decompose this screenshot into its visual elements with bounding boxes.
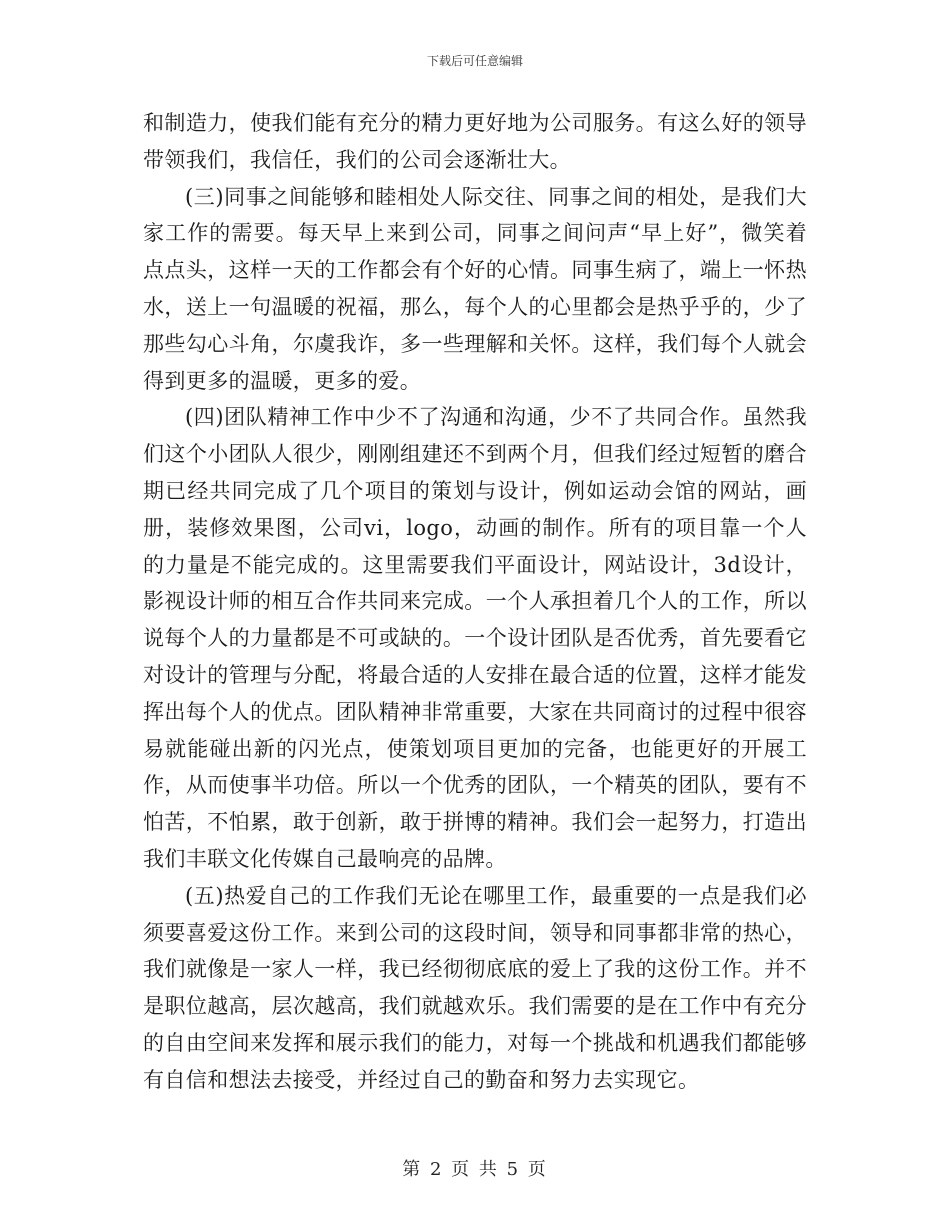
document-body <box>143 105 807 1099</box>
paragraph-love-work: (五)热爱自己的工作我们无论在哪里工作，最重要的一点是我们必须要喜爱这份工作。来到公司的这段时间，领导和同事都非常的热心，我们就像是一家人一样，我已经彻彻底底的爱上了我的这份工作。并不是职位越高，层次越高，我们就越欢乐。我们需要的是在工作中有充分的自由空间来发挥和展示我们的能力，对每一个挑战和机遇我们都能够有自信和想法去接受，并经过自己的勤奋和努力去实现它。 <box>143 883 807 1092</box>
page-header: 下载后可任意编辑 <box>426 54 523 68</box>
paragraph-continued: 和制造力，使我们能有充分的精力更好地为公司服务。有这么好的领导带领我们，我信任，我们的公司会逐渐壮大。 <box>143 111 807 172</box>
paragraph-team-spirit: (四)团队精神工作中少不了沟通和沟通，少不了共同合作。虽然我们这个小团队人很少，刚刚组建还不到两个月，但我们经过短暂的磨合期已经共同完成了几个项目的策划与设计，例如运动会馆的网站，画册，装修效果图，公司vi，logo，动画的制作。所有的项目靠一个人的力量是不能完成的。这里需要我们平面设计，网站设计，3d设计，影视设计师的相互合作共同来完成。一个人承担着几个人的工作，所以说每个人的力量都是不可或缺的。一个设计团队是否优秀，首先要看它对设计的管理与分配，将最合适的人安排在最合适的位置，这样才能发挥出每个人的优点。团队精神非常重要，大家在共同商讨的过程中很容易就能碰出新的闪光点，使策划项目更加的完备，也能更好的开展工作，从而使事半功倍。所以一个优秀的团队，一个精英的团队，要有不怕苦，不怕累，敢于创新，敢于拼博的精神。我们会一起努力，打造出我们丰联文化传媒自己最响亮的品牌。 <box>143 405 807 871</box>
paragraph-colleague-relations: (三)同事之间能够和睦相处人际交往、同事之间的相处，是我们大家工作的需要。每天早上来到公司，同事之间问声“早上好”，微笑着点点头，这样一天的工作都会有个好的心情。同事生病了，端上一怀热水，送上一句温暖的祝福，那么，每个人的心里都会是热乎乎的，少了那些勾心斗角，尔虞我诈，多一些理解和关怀。这样，我们每个人就会得到更多的温暖，更多的爱。 <box>143 184 807 393</box>
page-number-footer: 第 2 页 共 5 页 <box>402 1159 548 1180</box>
